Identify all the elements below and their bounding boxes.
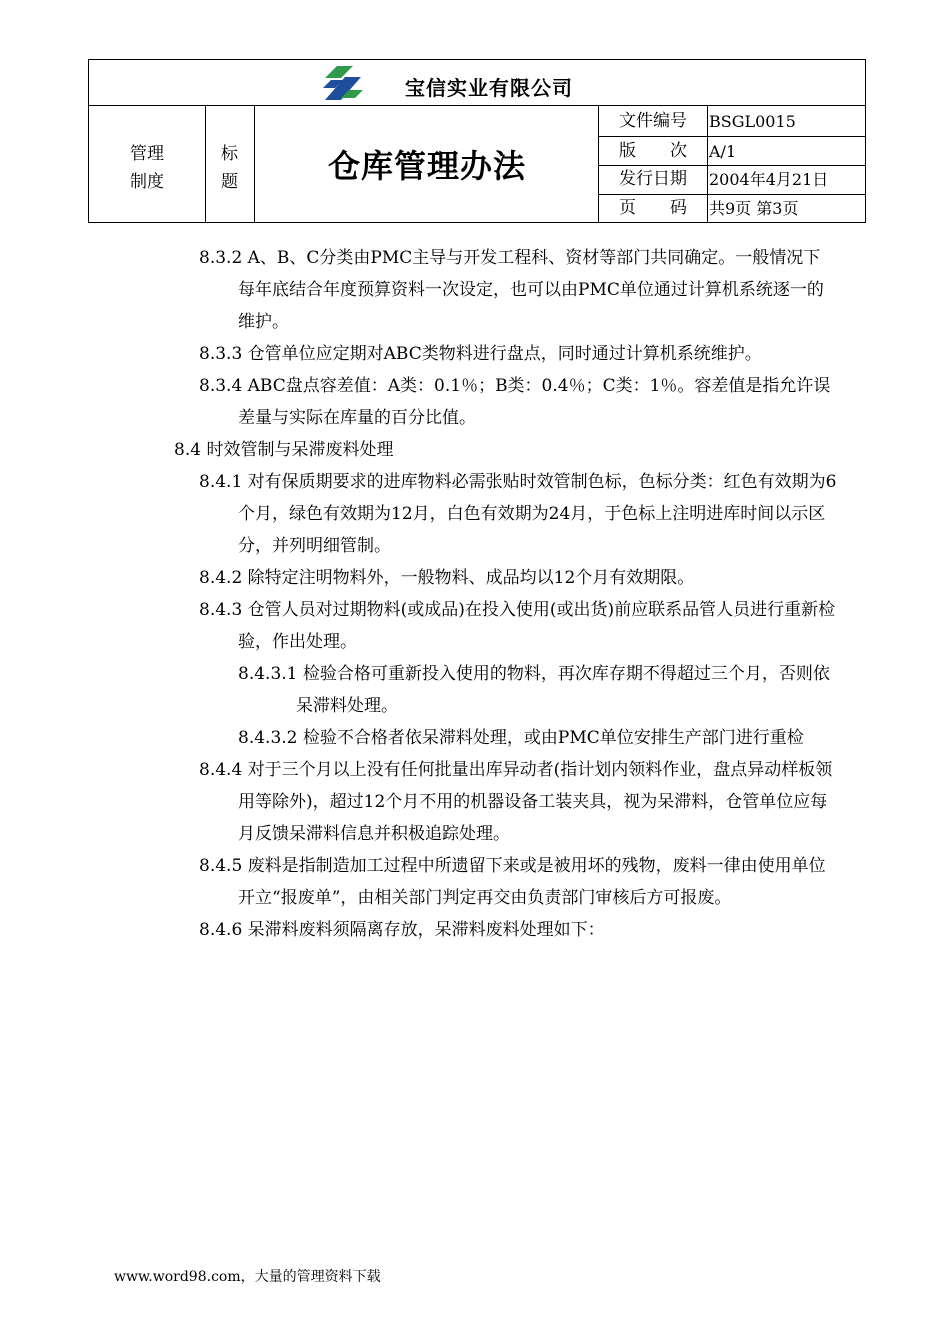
meta-value-doc-number: BSGL0015 (709, 112, 796, 131)
meta-label-doc-number: 文件编号 (619, 111, 687, 131)
title-label-2: 题 (221, 172, 238, 192)
paragraph-8-3-4: 8.3.4 ABC盘点容差值：A类：0.1％；B类：0.4％；C类：1％。容差值是指允许误差量与实际在库量的百分比值。 (199, 376, 831, 428)
category-cell (89, 140, 205, 196)
paragraph-8-3-3: 8.3.3 仓管单位应定期对ABC类物料进行盘点，同时通过计算机系统维护。 (199, 344, 762, 364)
meta-value-issue-date: 2004年4月21日 (709, 170, 829, 189)
document-body (0, 242, 950, 946)
meta-label-issue-date: 发行日期 (619, 169, 687, 189)
paragraph-8-4-6: 8.4.6 呆滞料废料须隔离存放，呆滞料废料处理如下： (199, 920, 605, 940)
footer-link[interactable]: www.word98.com，大量的管理资料下载 (114, 1269, 381, 1285)
company-row (89, 60, 865, 106)
document-title: 仓库管理办法 (327, 147, 526, 185)
category-label-1: 管理 (130, 144, 164, 164)
company-logo-icon (323, 66, 363, 100)
paragraph-8-4-2: 8.4.2 除特定注明物料外，一般物料、成品均以12个月有效期限。 (199, 568, 695, 588)
meta-label-version: 版 次 (619, 141, 687, 161)
paragraph-8-4-3-2: 8.4.3.2 检验不合格者依呆滞料处理，或由PMC单位安排生产部门进行重检 (238, 728, 804, 748)
meta-value-page: 共9页 第3页 (709, 199, 799, 218)
meta-value-version: A/1 (709, 142, 737, 161)
document-header (88, 59, 866, 223)
paragraph-8-4-3: 8.4.3 仓管人员对过期物料(或成品)在投入使用(或出货)前应联系品管人员进行重新检验，作出处理。 (199, 600, 836, 652)
paragraph-8-3-2: 8.3.2 A、B、C分类由PMC主导与开发工程科、资材等部门共同确定。一般情况下每年底结合年度预算资料一次设定，也可以由PMC单位通过计算机系统逐一的维护。 (199, 248, 824, 332)
company-name: 宝信实业有限公司 (405, 76, 573, 100)
paragraph-8-4-3-1: 8.4.3.1 检验合格可重新投入使用的物料，再次库存期不得超过三个月，否则依呆滞料处理。 (238, 664, 830, 716)
title-label-1: 标 (221, 144, 238, 164)
paragraph-8-4-1: 8.4.1 对有保质期要求的进库物料必需张贴时效管制色标，色标分类：红色有效期为6个月，绿色有效期为12月，白色有效期为24月，于色标上注明进库时间以示区分，并列明细管制。 (199, 472, 837, 556)
paragraph-8-4-5: 8.4.5 废料是指制造加工过程中所遗留下来或是被用坏的残物，废料一律由使用单位开立“报废单”，由相关部门判定再交由负责部门审核后方可报废。 (199, 856, 826, 908)
paragraph-8-4-4: 8.4.4 对于三个月以上没有任何批量出库异动者(指计划内领料作业，盘点异动样板领用等除外)，超过12个月不用的机器设备工装夹具，视为呆滞料，仓管单位应每月反馈呆滞料信息并积极追踪处理。 (199, 760, 833, 844)
meta-label-page: 页 码 (619, 198, 687, 218)
title-label-cell (205, 140, 254, 196)
section-heading-8-4: 8.4 时效管制与呆滞废料处理 (174, 440, 394, 460)
category-label-2: 制度 (130, 172, 164, 192)
